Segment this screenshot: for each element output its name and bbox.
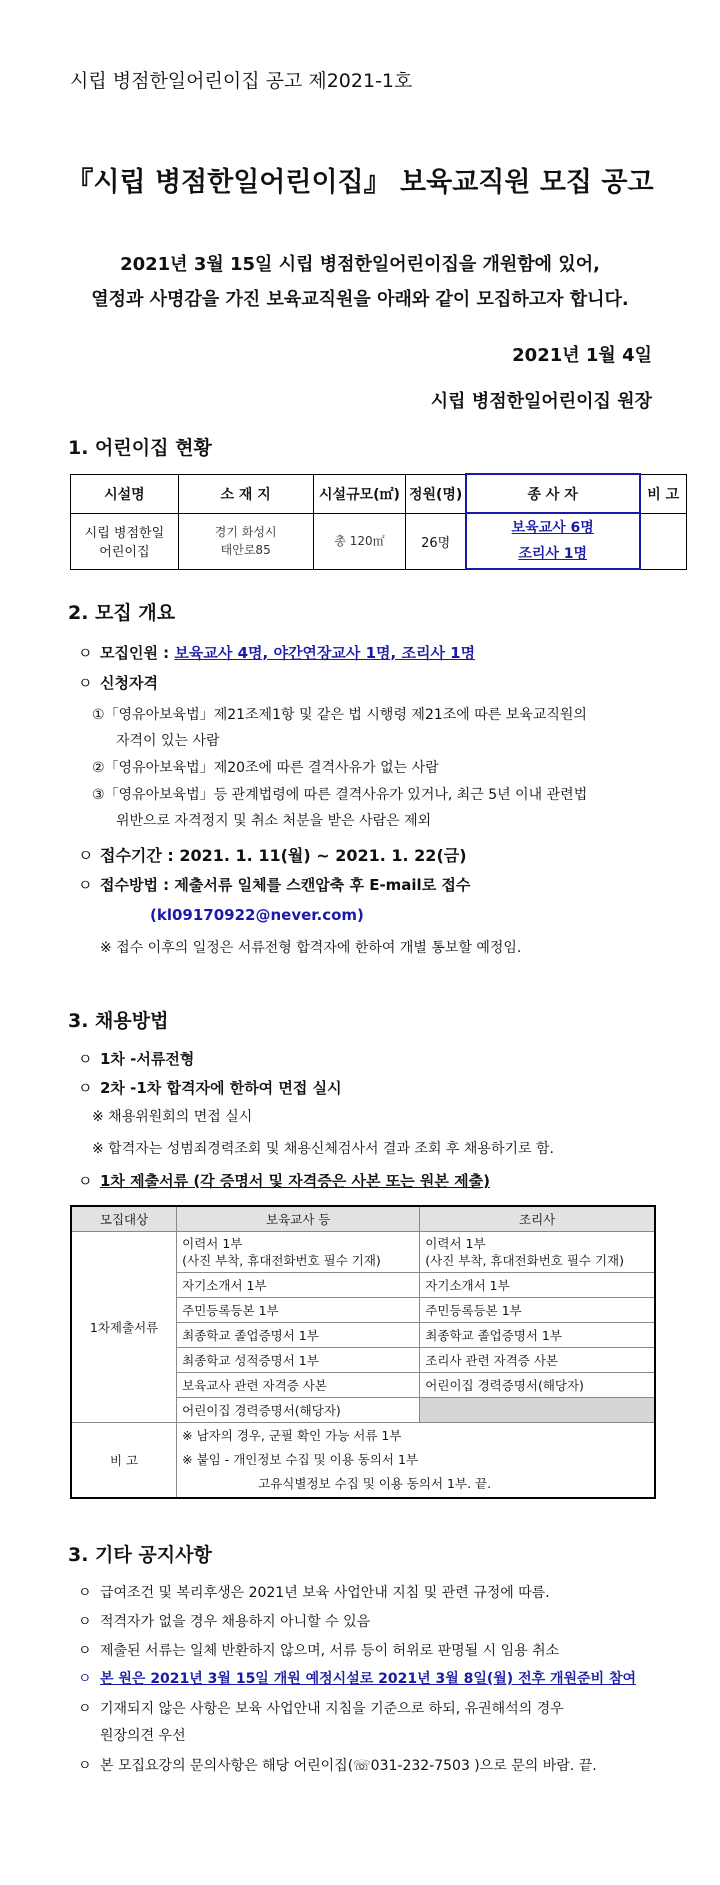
- application-period: [78, 843, 467, 866]
- interview-note: ※ 채용위원회의 면접 실시: [92, 1109, 253, 1125]
- other-item-text: 급여조건 및 복리후생은 2021년 보육 사업안내 지침 및 관련 규정에 따름.: [100, 1585, 550, 1601]
- application-method: [78, 874, 470, 895]
- teacher-doc: 주민등록등본 1부: [177, 1298, 420, 1323]
- docs-heading-text: 1차 제출서류 (각 증명서 및 자격증은 사본 또는 원본 제출): [100, 1172, 490, 1190]
- method-value: 제출서류 일체를 스캔압축 후 E-mail로 접수: [174, 876, 471, 894]
- other-item-text: 본 모집요강의 문의사항은 해당 어린이집(☏031-232-7503 )으로 문의 바람. 끝.: [100, 1758, 597, 1774]
- qual-item-3-cont: 위반으로 자격정지 및 취소 처분을 받은 사람은 제외: [116, 813, 432, 829]
- remark-line: ※ 남자의 경우, 군필 확인 가능 서류 1부: [182, 1428, 402, 1443]
- doc-line: (사진 부착, 휴대전화번호 필수 기재): [182, 1253, 381, 1268]
- remark-line: ※ 붙임 - 개인정보 수집 및 이용 동의서 1부: [182, 1452, 418, 1467]
- bullet-circle-icon: ㅇ: [78, 846, 94, 865]
- page-title: 『시립 병점한일어린이집』 보육교직원 모집 공고: [66, 167, 654, 198]
- step-2-text: 2차 -1차 합격자에 한하여 면접 실시: [100, 1079, 342, 1097]
- header-cell: 보육교사 등: [177, 1206, 420, 1232]
- other-item-2: [78, 1611, 370, 1631]
- doc-line: (사진 부착, 휴대전화번호 필수 기재): [425, 1253, 624, 1268]
- step-2: [78, 1077, 342, 1098]
- documents-table-header: [71, 1206, 655, 1232]
- bullet-circle-icon: ㅇ: [78, 1643, 92, 1659]
- facility-remark: [640, 513, 687, 569]
- other-item-text: 제출된 서류는 일체 반환하지 않으며, 서류 등이 허위로 판명될 시 임용 취소: [100, 1643, 560, 1659]
- header-cell: 종 사 자: [466, 474, 640, 513]
- facility-table-row: [71, 513, 687, 569]
- qualification-label: 신청자격: [100, 674, 158, 692]
- bullet-circle-icon: ㅇ: [78, 1585, 92, 1601]
- other-item-text: 기재되지 않은 사항은 보육 사업안내 지침을 기준으로 하되, 유권해석의 경우: [100, 1701, 564, 1717]
- facility-name: [71, 513, 179, 569]
- facility-name-line: 시립 병점한일: [84, 526, 165, 541]
- recruit-count: [78, 642, 475, 663]
- address-line: 경기 화성시: [214, 525, 277, 539]
- header-cell: 시설규모(㎡): [313, 474, 406, 513]
- schedule-note: ※ 접수 이후의 일정은 서류전형 합격자에 한하여 개별 통보할 예정임.: [100, 940, 522, 956]
- facility-size: 총 120㎡: [313, 513, 406, 569]
- qual-item-3: ③「영유아보육법」등 관계법령에 따른 결격사유가 있거나, 최근 5년 이내 관련법: [92, 787, 588, 803]
- header-cell: 시설명: [71, 474, 179, 513]
- bullet-circle-icon: ㅇ: [78, 876, 93, 894]
- bullet-circle-icon: ㅇ: [78, 674, 93, 692]
- facility-table-header: [71, 474, 687, 513]
- section-3-heading: 3. 채용방법: [68, 1010, 169, 1032]
- intro-line-1: 2021년 3월 15일 시립 병점한일어린이집을 개원함에 있어,: [120, 254, 600, 275]
- teacher-doc: 최종학교 성적증명서 1부: [177, 1348, 420, 1373]
- cook-doc: 주민등록등본 1부: [420, 1298, 655, 1323]
- qual-item-2: ②「영유아보육법」제20조에 따른 결격사유가 없는 사람: [92, 760, 439, 776]
- bullet-circle-icon: ㅇ: [78, 644, 93, 662]
- cook-doc: [420, 1232, 655, 1273]
- staff-cook: 조리사 1명: [518, 546, 588, 562]
- teacher-doc: 최종학교 졸업증명서 1부: [177, 1323, 420, 1348]
- other-item-5-cont: 원장의견 우선: [100, 1728, 186, 1744]
- header-cell: 비 고: [640, 474, 687, 513]
- intro-line-2: 열정과 사명감을 가진 보육교직원을 아래와 같이 모집하고자 합니다.: [91, 289, 629, 310]
- bullet-circle-icon: ㅇ: [78, 1671, 92, 1687]
- facility-address: [178, 513, 313, 569]
- section-2-heading: 2. 모집 개요: [68, 602, 176, 624]
- opening-notice-text: 본 원은 2021년 3월 15일 개원 예정시설로 2021년 3월 8일(월) 전후 개원준비 참여: [100, 1671, 637, 1687]
- method-label: 접수방법 :: [100, 876, 170, 894]
- period-text: 접수기간 : 2021. 1. 11(월) ~ 2021. 1. 22(금): [100, 846, 467, 865]
- remark-label: 비 고: [71, 1423, 177, 1499]
- qual-item-1-cont: 자격이 있는 사람: [116, 733, 220, 749]
- bullet-circle-icon: ㅇ: [78, 1079, 93, 1097]
- category-cell: 1차제출서류: [71, 1232, 177, 1423]
- section-1-heading: 1. 어린이집 현황: [68, 437, 212, 459]
- facility-capacity: 26명: [406, 513, 466, 569]
- header-cell: 조리사: [420, 1206, 655, 1232]
- recruit-label: 모집인원 :: [100, 644, 170, 662]
- step-1-text: 1차 -서류전형: [100, 1050, 195, 1068]
- other-item-5: [78, 1698, 564, 1718]
- cook-doc: 자기소개서 1부: [420, 1273, 655, 1298]
- step-1: [78, 1048, 194, 1069]
- bullet-circle-icon: ㅇ: [78, 1614, 92, 1630]
- notice-date: 2021년 1월 4일: [512, 345, 652, 366]
- issuer: 시립 병점한일어린이집 원장: [430, 391, 652, 412]
- teacher-doc: [177, 1232, 420, 1273]
- recruit-value: 보육교사 4명, 야간연장교사 1명, 조리사 1명: [174, 644, 476, 662]
- docs-heading: [78, 1170, 490, 1191]
- qual-item-1: ①「영유아보육법」제21조제1항 및 같은 법 시행령 제21조에 따른 보육교직원의: [92, 707, 587, 723]
- facility-staff: [466, 513, 640, 569]
- facility-name-line: 어린이집: [99, 545, 150, 560]
- cook-doc: 조리사 관련 자격증 사본: [420, 1348, 655, 1373]
- opening-notice: [78, 1668, 636, 1688]
- remark-line: 고유식별정보 수집 및 이용 동의서 1부. 끝.: [258, 1476, 492, 1491]
- header-cell: 모집대상: [71, 1206, 177, 1232]
- bullet-circle-icon: ㅇ: [78, 1758, 92, 1774]
- header-cell: 소 재 지: [178, 474, 313, 513]
- address-line: 태안로85: [220, 543, 271, 557]
- teacher-doc: 보육교사 관련 자격증 사본: [177, 1373, 420, 1398]
- notice-number: 시립 병점한일어린이집 공고 제2021-1호: [70, 70, 413, 92]
- teacher-doc: 어린이집 경력증명서(해당자): [177, 1398, 420, 1423]
- doc-line: 이력서 1부: [425, 1236, 486, 1251]
- documents-table: [70, 1205, 656, 1499]
- staff-teacher: 보육교사 6명: [511, 520, 594, 536]
- other-item-3: [78, 1640, 559, 1660]
- bullet-circle-icon: ㅇ: [78, 1050, 93, 1068]
- empty-cell: [420, 1398, 655, 1423]
- cook-doc: 최종학교 졸업증명서 1부: [420, 1323, 655, 1348]
- bullet-circle-icon: ㅇ: [78, 1172, 93, 1190]
- table-row: [71, 1232, 655, 1273]
- bullet-circle-icon: ㅇ: [78, 1701, 92, 1717]
- remark-row: [71, 1423, 655, 1499]
- teacher-doc: 자기소개서 1부: [177, 1273, 420, 1298]
- application-email[interactable]: (kl09170922@never.com): [150, 906, 364, 924]
- header-cell: 정원(명): [406, 474, 466, 513]
- other-item-text: 적격자가 없을 경우 채용하지 아니할 수 있음: [100, 1614, 371, 1630]
- section-4-heading: 3. 기타 공지사항: [68, 1544, 212, 1566]
- other-item-1: [78, 1582, 550, 1602]
- other-item-6: [78, 1755, 597, 1775]
- doc-line: 이력서 1부: [182, 1236, 243, 1251]
- facility-table: [70, 473, 687, 570]
- remark-content: [177, 1423, 655, 1499]
- qualification-heading: [78, 672, 158, 693]
- background-check-note: ※ 합격자는 성범죄경력조회 및 채용신체검사서 결과 조회 후 채용하기로 함.: [92, 1141, 554, 1157]
- cook-doc: 어린이집 경력증명서(해당자): [420, 1373, 655, 1398]
